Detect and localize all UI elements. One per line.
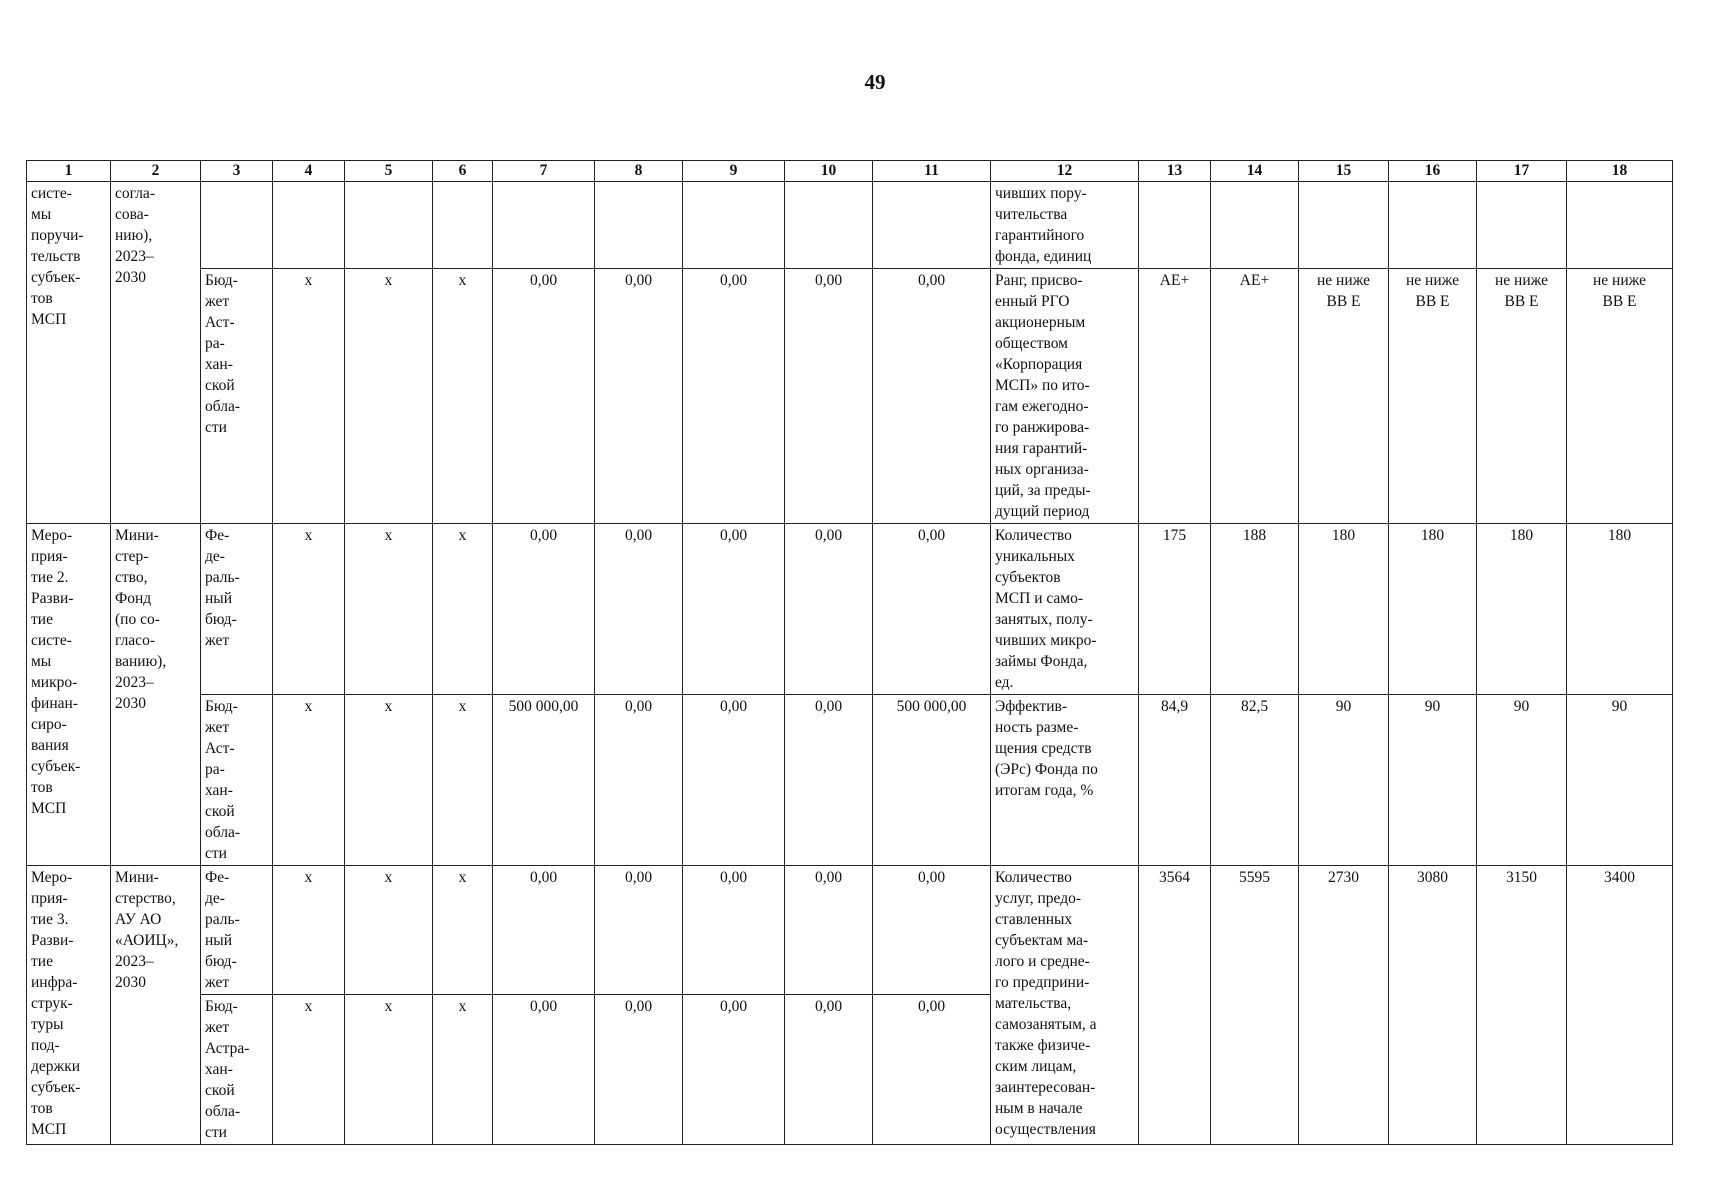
value-cell: 3564 (1139, 866, 1211, 1145)
header-cell: 5 (345, 161, 433, 182)
value-cell: 3080 (1389, 866, 1477, 1145)
header-cell: 15 (1299, 161, 1389, 182)
header-cell: 14 (1211, 161, 1299, 182)
value-cell: не ниже ВВ Е (1389, 269, 1477, 524)
table-cell: х (273, 995, 345, 1145)
value-cell: АЕ+ (1139, 269, 1211, 524)
value-cell: не ниже ВВ Е (1567, 269, 1673, 524)
indicator-name: чивших пору- чительства гарантийного фонда, единиц (991, 182, 1139, 269)
value-cell: 5595 (1211, 866, 1299, 1145)
value-cell: 90 (1567, 695, 1673, 866)
table-cell (433, 182, 493, 269)
value-cell: 180 (1389, 524, 1477, 695)
table-cell (595, 182, 683, 269)
table-cell: х (273, 866, 345, 995)
value-cell: 82,5 (1211, 695, 1299, 866)
table-cell (1139, 182, 1211, 269)
table-cell (1299, 182, 1389, 269)
measure-name: Меро- прия- тие 3. Разви- тие инфра- струк- туры под- держки субъек- тов МСП (27, 866, 111, 1145)
amount-cell: 0,00 (683, 866, 785, 995)
indicator-name: Эффектив- ность разме- щения средств (ЭРс) Фонда по итогам года, % (991, 695, 1139, 866)
amount-cell: 500 000,00 (493, 695, 595, 866)
table-row (27, 695, 1673, 866)
value-cell: 2730 (1299, 866, 1389, 1145)
table-cell (1477, 182, 1567, 269)
indicator-name: Количество уникальных субъектов МСП и само- занятых, полу- чивших микро- займы Фонда, ед. (991, 524, 1139, 695)
header-cell: 7 (493, 161, 595, 182)
table-cell (683, 182, 785, 269)
page-number: 49 (864, 70, 886, 94)
value-cell: АЕ+ (1211, 269, 1299, 524)
value-cell: 90 (1477, 695, 1567, 866)
amount-cell: 0,00 (493, 866, 595, 995)
table-cell (1567, 182, 1673, 269)
value-cell: 180 (1477, 524, 1567, 695)
table-cell: х (433, 524, 493, 695)
table-cell: х (433, 995, 493, 1145)
table-row (27, 269, 1673, 524)
header-cell: 3 (201, 161, 273, 182)
table-cell (345, 182, 433, 269)
amount-cell: 0,00 (785, 866, 873, 995)
table-cell (1389, 182, 1477, 269)
amount-cell: 0,00 (683, 995, 785, 1145)
table-cell: х (273, 524, 345, 695)
amount-cell: 0,00 (873, 269, 991, 524)
amount-cell: 0,00 (683, 524, 785, 695)
value-cell: 180 (1567, 524, 1673, 695)
amount-cell: 0,00 (595, 866, 683, 995)
table-cell (785, 182, 873, 269)
amount-cell: 0,00 (493, 524, 595, 695)
table-cell (493, 182, 595, 269)
header-cell: 13 (1139, 161, 1211, 182)
measure-name: систе- мы поручи- тельств субъек- тов МСП (27, 182, 111, 524)
table-cell: х (273, 695, 345, 866)
amount-cell: 0,00 (493, 995, 595, 1145)
executor: согла- сова- нию), 2023– 2030 (111, 182, 201, 524)
header-cell: 6 (433, 161, 493, 182)
funding-source (201, 182, 273, 269)
value-cell: 90 (1299, 695, 1389, 866)
table-cell (873, 182, 991, 269)
value-cell: не ниже ВВ Е (1477, 269, 1567, 524)
table-cell: х (273, 269, 345, 524)
amount-cell: 0,00 (595, 695, 683, 866)
value-cell: 3150 (1477, 866, 1567, 1145)
header-cell: 4 (273, 161, 345, 182)
amount-cell: 500 000,00 (873, 695, 991, 866)
amount-cell: 0,00 (683, 695, 785, 866)
value-cell: 175 (1139, 524, 1211, 695)
amount-cell: 0,00 (873, 524, 991, 695)
amount-cell: 0,00 (595, 524, 683, 695)
table-cell: х (433, 695, 493, 866)
value-cell: 84,9 (1139, 695, 1211, 866)
table-cell: х (345, 524, 433, 695)
value-cell: 3400 (1567, 866, 1673, 1145)
table-cell: х (433, 269, 493, 524)
table-cell: х (433, 866, 493, 995)
header-row (27, 161, 1673, 182)
indicator-name: Ранг, присво- енный РГО акционерным обществом «Корпорация МСП» по ито- гам ежегодно- го ранжирова- ния гарантий- ных организа- ций, за преды- дущий период (991, 269, 1139, 524)
indicator-name: Количество услуг, предо- ставленных субъектам ма- лого и средне- го предприни- мательства, самозанятым, а также физиче- ским лицам, заинтересован- ным в начале осуществления (991, 866, 1139, 1145)
measure-name: Меро- прия- тие 2. Разви- тие систе- мы микро- финан- сиро- вания субъек- тов МСП (27, 524, 111, 866)
header-cell: 1 (27, 161, 111, 182)
header-cell: 9 (683, 161, 785, 182)
table-row (27, 524, 1673, 695)
table-cell: х (345, 995, 433, 1145)
table-row (27, 182, 1673, 269)
table-cell: х (345, 695, 433, 866)
amount-cell: 0,00 (785, 695, 873, 866)
value-cell: 188 (1211, 524, 1299, 695)
value-cell: не ниже ВВ Е (1299, 269, 1389, 524)
executor: Мини- стер- ство, Фонд (по со- гласо- ванию), 2023– 2030 (111, 524, 201, 866)
header-cell: 2 (111, 161, 201, 182)
value-cell: 90 (1389, 695, 1477, 866)
funding-source: Бюд- жет Аст- ра- хан- ской обла- сти (201, 269, 273, 524)
funding-source: Фе- де- раль- ный бюд- жет (201, 866, 273, 995)
amount-cell: 0,00 (595, 269, 683, 524)
executor: Мини- стерство, АУ АО «АОИЦ», 2023– 2030 (111, 866, 201, 1145)
amount-cell: 0,00 (785, 269, 873, 524)
header-cell: 16 (1389, 161, 1477, 182)
amount-cell: 0,00 (683, 269, 785, 524)
amount-cell: 0,00 (493, 269, 595, 524)
table-cell: х (345, 269, 433, 524)
table-row (27, 866, 1673, 995)
amount-cell: 0,00 (785, 524, 873, 695)
funding-source: Бюд- жет Аст- ра- хан- ской обла- сти (201, 695, 273, 866)
header-cell: 10 (785, 161, 873, 182)
funding-source: Бюд- жет Астра- хан- ской обла- сти (201, 995, 273, 1145)
header-cell: 18 (1567, 161, 1673, 182)
program-table (26, 160, 1673, 1145)
header-cell: 11 (873, 161, 991, 182)
table-cell (273, 182, 345, 269)
funding-source: Фе- де- раль- ный бюд- жет (201, 524, 273, 695)
amount-cell: 0,00 (873, 866, 991, 995)
header-cell: 12 (991, 161, 1139, 182)
header-cell: 8 (595, 161, 683, 182)
amount-cell: 0,00 (873, 995, 991, 1145)
header-cell: 17 (1477, 161, 1567, 182)
table-cell: х (345, 866, 433, 995)
amount-cell: 0,00 (595, 995, 683, 1145)
amount-cell: 0,00 (785, 995, 873, 1145)
table-cell (1211, 182, 1299, 269)
value-cell: 180 (1299, 524, 1389, 695)
